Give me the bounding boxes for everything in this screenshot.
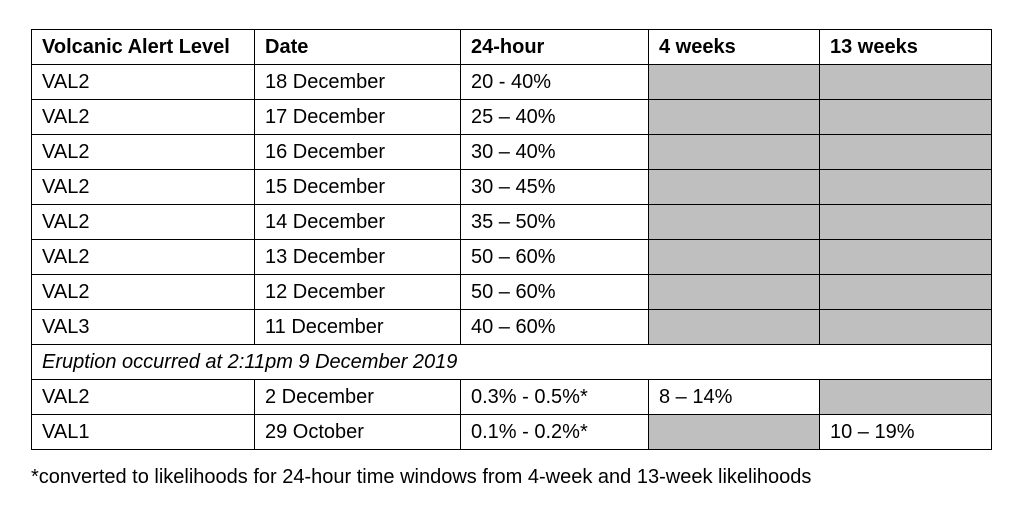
date-cell: 12 December <box>255 275 461 310</box>
likelihood-13w-cell-shaded <box>820 275 992 310</box>
likelihood-13w-cell-shaded <box>820 310 992 345</box>
table-row <box>32 100 992 135</box>
alert-level-cell: VAL2 <box>32 100 255 135</box>
likelihood-13w-cell-shaded <box>820 240 992 275</box>
alert-level-cell: VAL2 <box>32 240 255 275</box>
table-row <box>32 380 992 415</box>
likelihood-13w-cell-shaded <box>820 65 992 100</box>
alert-level-cell: VAL2 <box>32 275 255 310</box>
alert-level-cell: VAL2 <box>32 380 255 415</box>
likelihood-13w-cell-shaded <box>820 100 992 135</box>
footnote: *converted to likelihoods for 24-hour time windows from 4-week and 13-week likelihoods <box>31 466 812 488</box>
date-cell: 2 December <box>255 380 461 415</box>
table-row <box>32 170 992 205</box>
likelihood-13w-cell-shaded <box>820 205 992 240</box>
likelihood-24h-cell: 40 – 60% <box>461 310 649 345</box>
likelihood-4w-cell-shaded <box>649 135 820 170</box>
alert-level-cell: VAL2 <box>32 135 255 170</box>
likelihood-13w-cell-shaded <box>820 380 992 415</box>
alert-level-cell: VAL3 <box>32 310 255 345</box>
date-cell: 14 December <box>255 205 461 240</box>
table-row <box>32 310 992 345</box>
likelihood-24h-cell: 50 – 60% <box>461 275 649 310</box>
date-cell: 29 October <box>255 415 461 450</box>
alert-level-cell: VAL1 <box>32 415 255 450</box>
date-cell: 16 December <box>255 135 461 170</box>
likelihood-24h-cell: 30 – 45% <box>461 170 649 205</box>
table-row <box>32 65 992 100</box>
likelihood-4w-cell-shaded <box>649 275 820 310</box>
table-row <box>32 135 992 170</box>
likelihood-24h-cell: 25 – 40% <box>461 100 649 135</box>
header-13-weeks: 13 weeks <box>820 30 992 65</box>
eruption-note: Eruption occurred at 2:11pm 9 December 2019 <box>32 345 992 380</box>
header-volcanic-alert-level: Volcanic Alert Level <box>32 30 255 65</box>
table-row <box>32 240 992 275</box>
likelihood-4w-cell-shaded <box>649 65 820 100</box>
likelihood-4w-cell-shaded <box>649 205 820 240</box>
volcanic-alert-table <box>31 29 992 450</box>
date-cell: 13 December <box>255 240 461 275</box>
alert-level-cell: VAL2 <box>32 205 255 240</box>
likelihood-24h-cell: 30 – 40% <box>461 135 649 170</box>
likelihood-13w-cell: 10 – 19% <box>820 415 992 450</box>
likelihood-4w-cell-shaded <box>649 240 820 275</box>
likelihood-24h-cell: 0.1% - 0.2%* <box>461 415 649 450</box>
likelihood-4w-cell: 8 – 14% <box>649 380 820 415</box>
table-row <box>32 205 992 240</box>
likelihood-4w-cell-shaded <box>649 415 820 450</box>
date-cell: 17 December <box>255 100 461 135</box>
likelihood-4w-cell-shaded <box>649 100 820 135</box>
header-24-hour: 24-hour <box>461 30 649 65</box>
date-cell: 18 December <box>255 65 461 100</box>
likelihood-24h-cell: 0.3% - 0.5%* <box>461 380 649 415</box>
likelihood-4w-cell-shaded <box>649 310 820 345</box>
eruption-row <box>32 345 992 380</box>
table-row <box>32 415 992 450</box>
header-4-weeks: 4 weeks <box>649 30 820 65</box>
likelihood-24h-cell: 20 - 40% <box>461 65 649 100</box>
likelihood-24h-cell: 50 – 60% <box>461 240 649 275</box>
likelihood-24h-cell: 35 – 50% <box>461 205 649 240</box>
likelihood-13w-cell-shaded <box>820 135 992 170</box>
likelihood-13w-cell-shaded <box>820 170 992 205</box>
table-header-row <box>32 30 992 65</box>
date-cell: 15 December <box>255 170 461 205</box>
likelihood-4w-cell-shaded <box>649 170 820 205</box>
date-cell: 11 December <box>255 310 461 345</box>
alert-level-cell: VAL2 <box>32 65 255 100</box>
header-date: Date <box>255 30 461 65</box>
table-row <box>32 275 992 310</box>
alert-level-cell: VAL2 <box>32 170 255 205</box>
